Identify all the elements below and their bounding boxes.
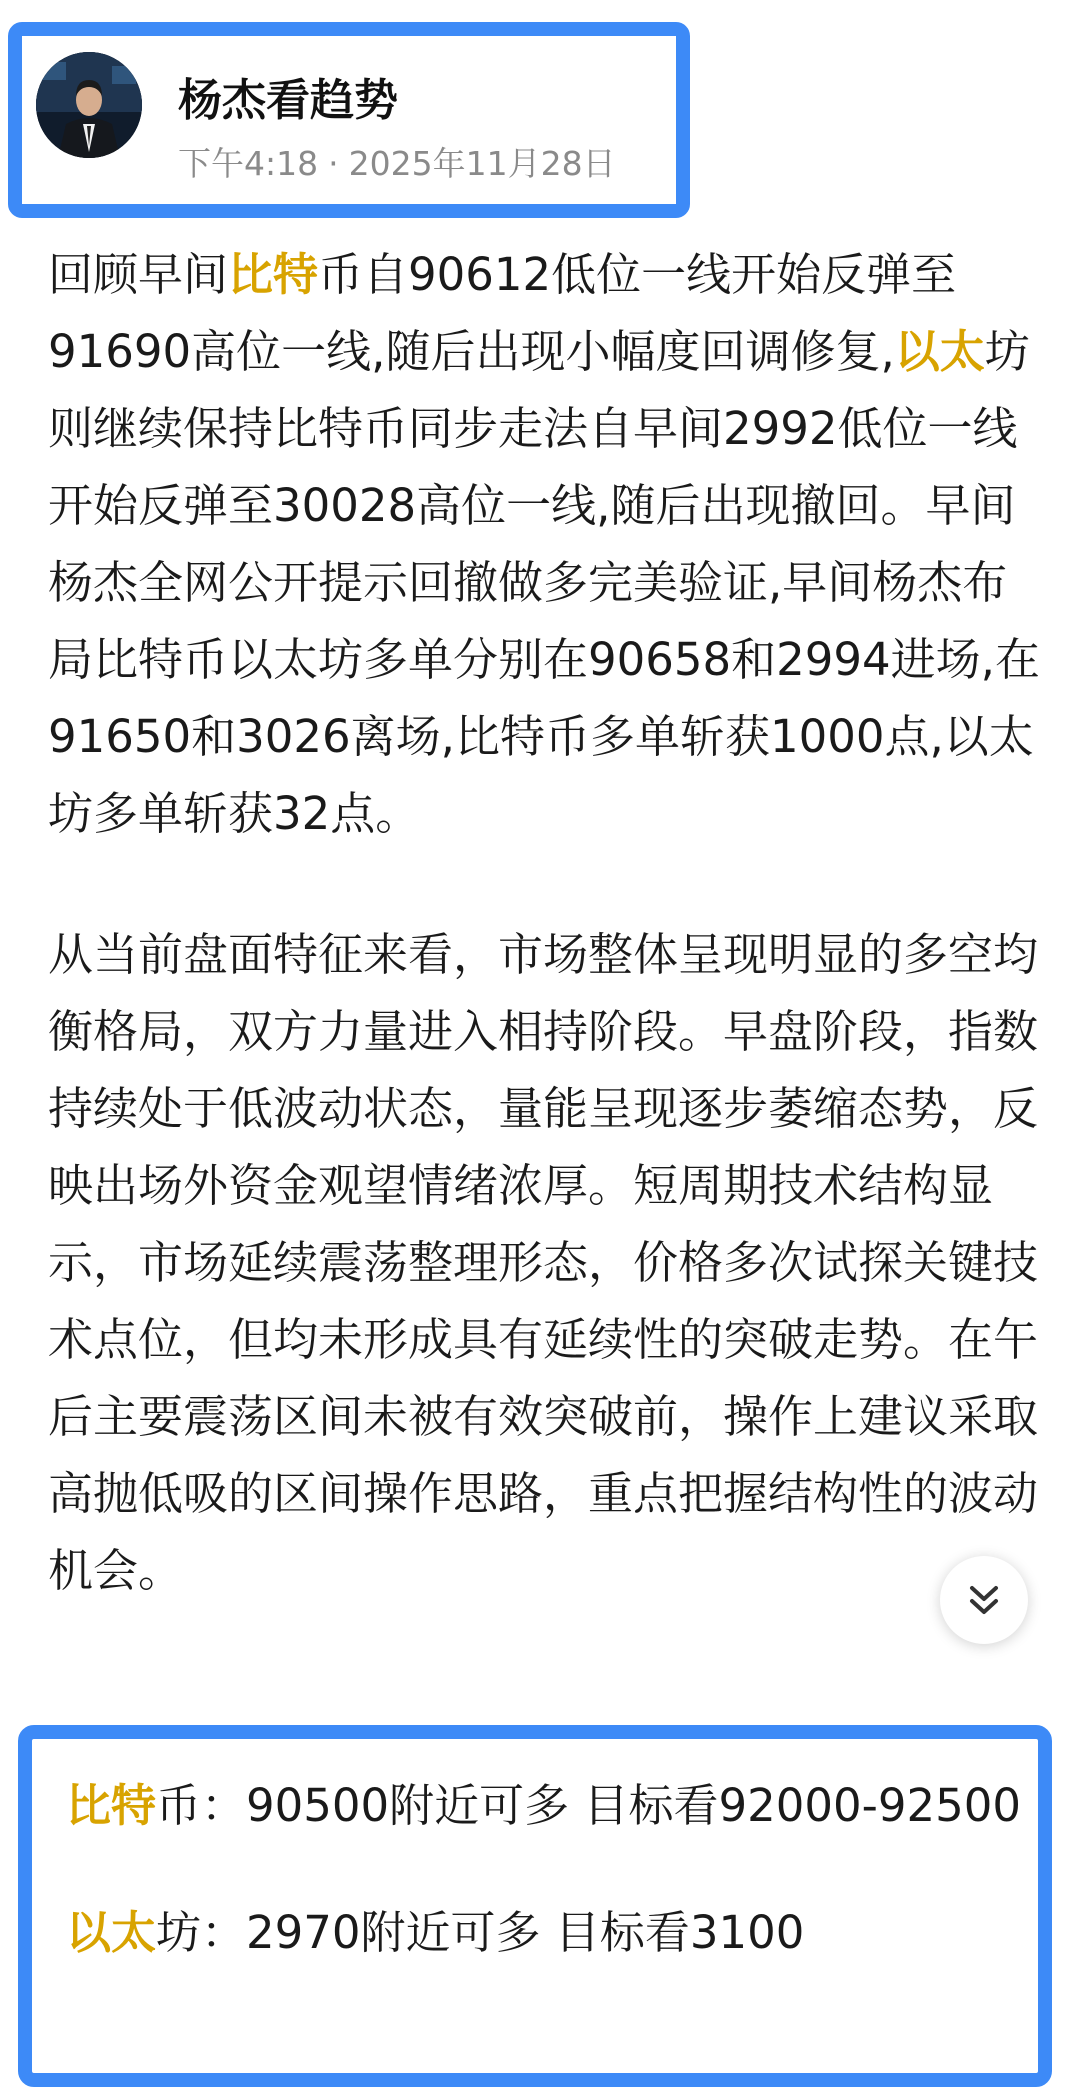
double-chevron-down-icon <box>964 1580 1004 1620</box>
text-segment: 回顾早间 <box>48 248 229 301</box>
expand-button[interactable] <box>940 1556 1028 1644</box>
highlight-keyword: 比特 <box>66 1779 157 1832</box>
post-date: 2025年11月28日 <box>348 144 616 183</box>
highlight-keyword: 以太 <box>66 1906 157 1959</box>
author-name[interactable]: 杨杰看趋势 <box>178 75 398 126</box>
text-segment: 币自90612低位一线开始反弹至91690高位一线,随后出现小幅度回调修复, <box>48 248 957 378</box>
highlight-keyword: 比特 <box>228 248 319 301</box>
trade-line-btc <box>66 1767 1036 1844</box>
text-segment: 坊则继续保持比特币同步走法自早间2992低位一线开始反弹至30028高位一线,随后出现撤回。早间杨杰全网公开提示回撤做多完美验证,早间杨杰布局比特币以太坊多单分别在90658和2994进场,在91650和3026离场,比特币多单斩获1000点,以太坊多单斩获32点。 <box>48 325 1040 840</box>
trade-plan-box <box>18 1725 1052 2087</box>
trade-plan-text <box>66 1767 1036 1971</box>
text-segment: 币：90500附近可多 目标看92000-92500 <box>156 1779 1022 1832</box>
trade-line-eth <box>66 1894 1036 1971</box>
post-meta <box>178 138 616 185</box>
post-body <box>48 236 1048 1609</box>
paragraph-analysis: 从当前盘面特征来看，市场整体呈现明显的多空均衡格局，双方力量进入相持阶段。早盘阶段，指数持续处于低波动状态，量能呈现逐步萎缩态势，反映出场外资金观望情绪浓厚。短周期技术结构显示，市场延续震荡整理形态，价格多次试探关键技术点位，但均未形成具有延续性的突破走势。在午后主要震荡区间未被有效突破前，操作上建议采取高抛低吸的区间操作思路，重点把握结构性的波动机会。 <box>48 928 1039 1597</box>
author-avatar[interactable] <box>36 52 142 158</box>
post-time: 下午4:18 <box>178 144 319 183</box>
highlight-keyword: 以太 <box>894 325 985 378</box>
meta-separator: · <box>328 144 339 183</box>
text-segment: 坊：2970附近可多 目标看3100 <box>156 1906 805 1959</box>
paragraph-recap <box>48 236 1048 852</box>
avatar-image <box>36 52 142 158</box>
